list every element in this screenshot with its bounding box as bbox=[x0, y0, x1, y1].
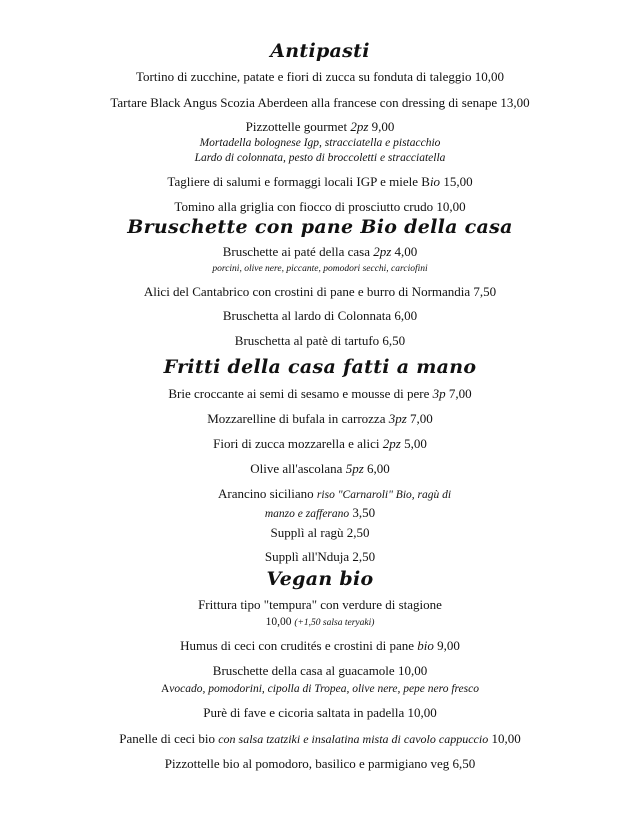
guacamole-desc: vocado, pomodorini, cipolla di Tropea, olive nere, pepe nero fresco bbox=[169, 683, 479, 695]
antipasti-tartare: Tartare Black Angus Scozia Aberdeen alla francese con dressing di senape 13,00 bbox=[110, 95, 530, 110]
vegan-panelle bbox=[0, 731, 640, 747]
pizzottelle-name: Pizzottelle gourmet bbox=[245, 119, 351, 134]
bruschette-lardo: Bruschetta al lardo di Colonnata 6,00 bbox=[222, 308, 418, 323]
fritti-arancino-line2 bbox=[0, 505, 640, 522]
antipasti-taglieri bbox=[0, 174, 640, 190]
pate-desc: porcini, olive nere, piccante, pomodori secchi, carciofini bbox=[212, 264, 428, 274]
taglieri-bio: io bbox=[429, 174, 441, 189]
vegan-pure: Purè di fave e cicoria saltata in padella 10,00 bbox=[203, 705, 437, 720]
pate-price: 4,00 bbox=[391, 244, 418, 259]
pizzottelle-price: 9,00 bbox=[368, 119, 395, 134]
arancino-desc-2: manzo e zafferano bbox=[264, 508, 350, 520]
fiori-pz: 2pz bbox=[382, 436, 401, 451]
antipasti-pizzottelle bbox=[0, 119, 640, 135]
frittura-price: 10,00 bbox=[265, 616, 295, 628]
vegan-frittura: Frittura tipo "tempura" con verdure di stagione bbox=[198, 597, 442, 612]
arancino-name: Arancino siciliano bbox=[218, 486, 317, 501]
fritti-heading: Fritti della casa fatti a mano bbox=[163, 356, 477, 378]
brie-pz: 3p bbox=[432, 386, 446, 401]
antipasti-heading: Antipasti bbox=[270, 40, 370, 62]
bruschette-alici: Alici del Cantabrico con crostini di pane e burro di Normandia 7,50 bbox=[143, 284, 497, 299]
vegan-frittura-price bbox=[0, 613, 640, 631]
antipasti-tomino: Tomino alla griglia con fiocco di prosciutto crudo 10,00 bbox=[174, 199, 466, 214]
olive-price: 6,00 bbox=[363, 461, 390, 476]
arancino-price: 3,50 bbox=[349, 505, 376, 520]
olive-pz: 5pz bbox=[345, 461, 364, 476]
fritti-brie bbox=[0, 386, 640, 402]
olive-name: Olive all'ascolana bbox=[250, 461, 346, 476]
mozz-name: Mozzarelline di bufala in carrozza bbox=[207, 411, 389, 426]
arancino-desc-1: riso "Carnaroli" Bio, ragù di bbox=[316, 489, 452, 501]
taglieri-text: Tagliere di salumi e formaggi locali IGP e miele B bbox=[167, 174, 430, 189]
vegan-pizzottelle: Pizzottelle bio al pomodoro, basilico e parmigiano veg 6,50 bbox=[164, 756, 476, 771]
vegan-heading: Vegan bio bbox=[266, 568, 374, 590]
guacamole-a: A bbox=[160, 683, 170, 695]
fritti-arancino bbox=[218, 486, 451, 503]
fritti-suppli-nduja: Supplì all'Nduja 2,50 bbox=[264, 549, 376, 564]
panelle-name: Panelle di ceci bio bbox=[119, 731, 219, 746]
frittura-note: (+1,50 salsa teryaki) bbox=[294, 618, 375, 628]
fiori-name: Fiori di zucca mozzarella e alici bbox=[213, 436, 383, 451]
bruschette-tartufo: Bruschetta al patè di tartufo 6,50 bbox=[234, 333, 406, 348]
bruschette-heading: Bruschette con pane Bio della casa bbox=[127, 216, 513, 238]
humus-bio: bio bbox=[417, 638, 434, 653]
antipasti-tortino: Tortino di zucchine, patate e fiori di zucca su fonduta di taleggio 10,00 bbox=[135, 69, 505, 84]
brie-name: Brie croccante ai semi di sesamo e mousse di pere bbox=[168, 386, 433, 401]
mozz-pz: 3pz bbox=[388, 411, 407, 426]
pate-name: Bruschette ai paté della casa bbox=[222, 244, 374, 259]
brie-price: 7,00 bbox=[445, 386, 472, 401]
pizzottelle-desc-2: Lardo di colonnata, pesto di broccoletti e stracciatella bbox=[194, 152, 446, 164]
fritti-mozzarelline bbox=[0, 411, 640, 427]
fritti-suppli-ragu: Supplì al ragù 2,50 bbox=[270, 525, 370, 540]
taglieri-price: 15,00 bbox=[440, 174, 473, 189]
vegan-guacamole: Bruschette della casa al guacamole 10,00 bbox=[212, 663, 428, 678]
pizzottelle-pz: 2pz bbox=[350, 119, 369, 134]
fiori-price: 5,00 bbox=[400, 436, 427, 451]
panelle-desc: con salsa tzatziki e insalatina mista di cavolo cappuccio bbox=[218, 732, 489, 746]
mozz-price: 7,00 bbox=[406, 411, 433, 426]
pate-pz: 2pz bbox=[373, 244, 392, 259]
fritti-olive bbox=[0, 461, 640, 477]
humus-name: Humus di ceci con crudités e crostini di pane bbox=[180, 638, 418, 653]
pizzottelle-desc-1: Mortadella bolognese Igp, stracciatella e pistacchio bbox=[199, 137, 441, 149]
bruschette-pate bbox=[0, 244, 640, 260]
fritti-fiori bbox=[0, 436, 640, 452]
vegan-humus bbox=[0, 638, 640, 654]
vegan-guacamole-desc bbox=[0, 680, 640, 697]
panelle-price: 10,00 bbox=[488, 731, 521, 746]
humus-price: 9,00 bbox=[433, 638, 460, 653]
